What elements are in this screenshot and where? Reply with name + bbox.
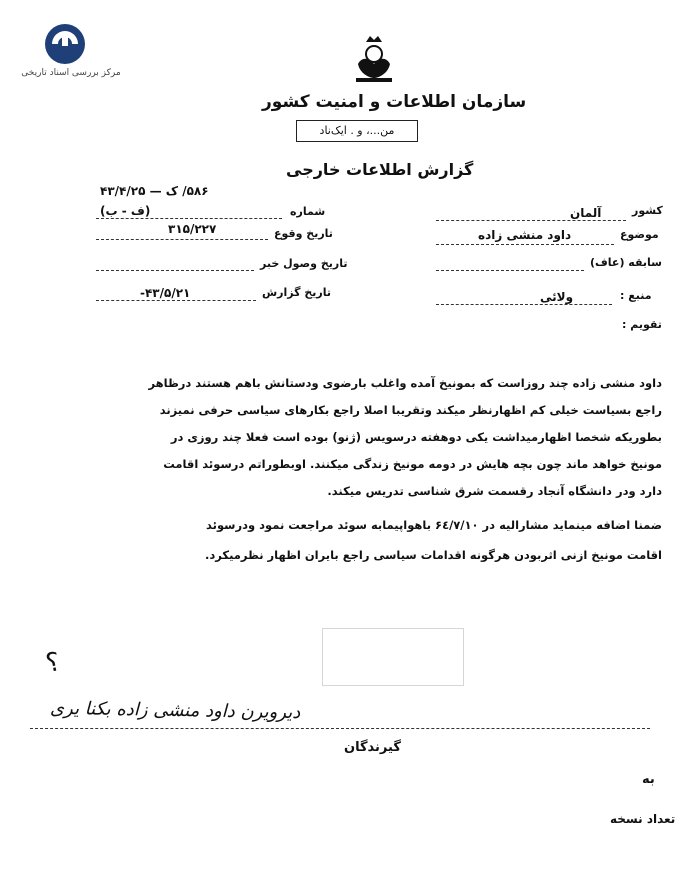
news-received-label: تاریخ وصول خبر xyxy=(260,257,348,270)
source-line xyxy=(436,304,612,305)
lion-and-sun-emblem-icon xyxy=(348,34,400,86)
watermark-logo xyxy=(38,22,92,66)
report-date-value: ۴۳/۵/۲۱- xyxy=(140,286,191,300)
handwritten-mark: ؟ xyxy=(43,647,63,679)
to-label: به xyxy=(642,772,655,787)
recipients-label: گیرندگان xyxy=(344,740,401,755)
occurrence-line xyxy=(96,239,268,240)
report-date-line xyxy=(96,300,256,301)
body-line: دارد ودر دانشگاه آنجاد رقسمت شرق شناسی تدریس میکند. xyxy=(327,484,662,498)
country-line xyxy=(436,220,626,221)
number-line xyxy=(96,218,282,219)
body-line: ضمنا اضافه مینماید مشارالیه در ۶٤/٧/١٠ باهواپیمابه سوئد مراجعت نمود ودرسوئد xyxy=(205,518,662,532)
occurrence-label: تاریخ وقوع xyxy=(274,227,333,240)
source-label: منبع : xyxy=(620,289,652,302)
news-received-line xyxy=(96,270,254,271)
body-line: بطوریکه شخصا اظهارمیداشت یکی دوهفته درسویس (ژنو) بوده است فعلا چند روزی در xyxy=(170,430,662,444)
occurrence-value: ۳۱۵/۲۲۷ xyxy=(168,222,217,236)
body-line: اقامت مونیخ ازنی اثربودن هرگونه اقدامات سیاسی راجع بایران اظهار نظرمیکرد. xyxy=(204,548,662,562)
emblem xyxy=(348,34,400,86)
subject-label: موضوع xyxy=(620,228,659,241)
document-center-logo-icon xyxy=(38,22,92,66)
body-line: داود منشی زاده چند روزاست که بمونیخ آمده واغلب بارضوی ودستانش باهم هستند درظاهر xyxy=(148,376,662,390)
stamp: من‌...، و . ایک‌ناد xyxy=(296,120,418,142)
source-value: ولائی xyxy=(540,290,574,304)
subject-value: داود منشی زاده xyxy=(478,228,572,242)
background-line xyxy=(436,270,584,271)
copies-label: تعداد نسخه xyxy=(610,812,676,826)
watermark-name: مرکز بررسی اسناد تاریخی xyxy=(21,68,121,78)
report-date-label: تاریخ گزارش xyxy=(262,286,332,299)
body-line: مونیخ خواهد ماند چون بچه هایش در دومه مونیخ زندگی میکنند. اوبطوراتم درسوئد اقامت xyxy=(163,457,662,471)
report-type-title: گزارش اطلاعات خارجی xyxy=(286,160,474,179)
country-label: کشور xyxy=(632,204,663,217)
faint-stamp-box xyxy=(322,628,464,686)
subject-line xyxy=(436,244,614,245)
organization-name: سازمان اطلاعات و امنیت کشور xyxy=(262,92,527,112)
country-value: آلمان xyxy=(570,206,602,220)
handwritten-note: دیرو‌یرن داود منشی زاده بکنا یری xyxy=(49,697,301,724)
background-label: سابقه (عاف) xyxy=(590,256,662,269)
number-label: شماره xyxy=(290,205,326,218)
body-line: راجع بسیاست خیلی کم اظهارنظر میکند وتقریبا اصلا راجع بکارهای سیاسی حرفی نمیزند xyxy=(159,403,662,417)
number-value: ۵۸۶/ ک — ۴۳/۴/۲۵ xyxy=(100,184,209,198)
evaluation-label: تقویم : xyxy=(622,318,662,331)
number-sub: (ف - ب) xyxy=(100,204,151,218)
signature-line xyxy=(30,728,650,729)
